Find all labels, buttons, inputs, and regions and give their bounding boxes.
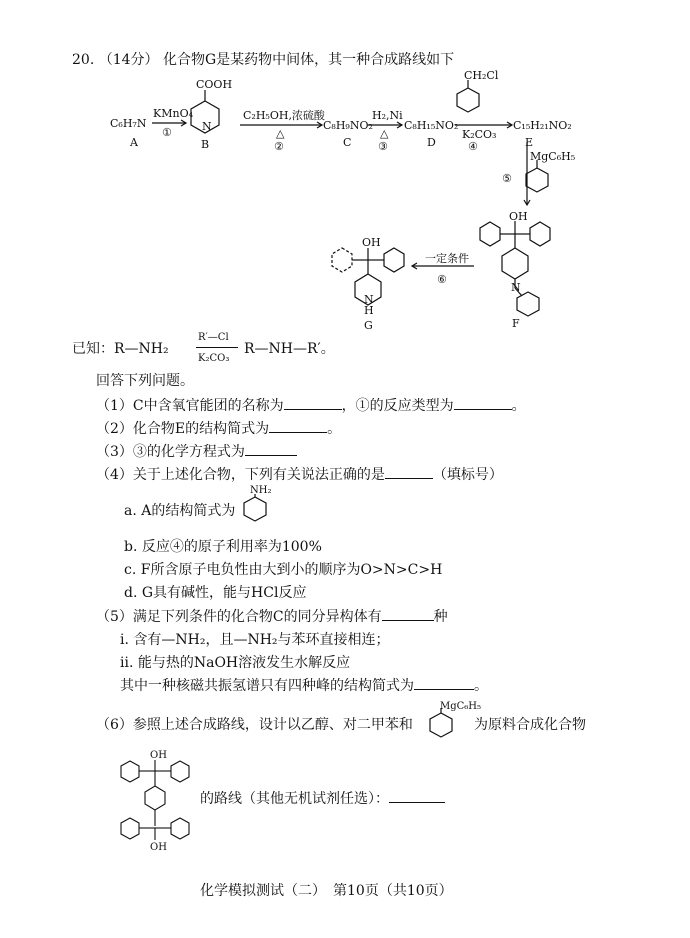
compound-c: C₈H₉NO₂: [323, 119, 373, 132]
q5-iii-text: 其中一种核磁共振氢谱只有四种峰的结构简式为: [120, 678, 414, 694]
q1-end: 。: [511, 398, 526, 414]
ring-f-benzyl: [517, 292, 539, 316]
q1: [96, 397, 526, 415]
compound-e: C₁₅H₂₁NO₂: [513, 119, 572, 132]
q6-target-oh-top: OH: [150, 750, 167, 761]
q5: [96, 608, 448, 626]
reagent-2: C₂H₅OH,浓硫酸: [243, 109, 325, 122]
known-reaction: [72, 340, 169, 358]
step-3: ③: [378, 140, 388, 153]
compound-d: C₈H₁₅NO₂: [404, 119, 459, 132]
q6-reagent-ring: [428, 708, 454, 740]
q1-text-a: （1）C中含氧官能团的名称为: [96, 398, 284, 414]
q1-blank-2[interactable]: [454, 409, 512, 410]
ring-g-right: [384, 248, 404, 272]
ring-f-left: [480, 222, 500, 246]
q4-option-d: d. G具有碱性，能与HCl反应: [124, 585, 307, 601]
label-g: G: [364, 319, 373, 332]
q5-end: 。: [474, 678, 488, 694]
ring-g-left: [332, 248, 352, 272]
ring-reagent-5: [526, 168, 548, 192]
reagent-4: CH₂Cl: [464, 69, 499, 82]
q2: [96, 420, 341, 438]
q1-blank-1[interactable]: [284, 409, 342, 410]
f-oh: OH: [509, 210, 528, 223]
q4-blank[interactable]: [385, 478, 433, 479]
b-n: N: [202, 120, 212, 133]
g-n: N: [364, 293, 374, 306]
f-n: N: [511, 281, 521, 294]
b-cooh: COOH: [196, 78, 233, 91]
heat-3: △: [380, 127, 389, 140]
q5-text: （5）满足下列条件的化合物C的同分异构体有: [96, 609, 382, 625]
step-1: ①: [162, 126, 172, 139]
known-label: 已知：: [72, 341, 114, 357]
reagent-4-base: K₂CO₃: [462, 128, 497, 141]
q6-reagent: MgC₆H₅: [440, 701, 482, 712]
step-2: ②: [274, 140, 284, 153]
q4-option-a: a. A的结构简式为: [124, 503, 236, 519]
reagent-6: 一定条件: [425, 252, 469, 265]
g-h: H: [364, 304, 374, 317]
label-c: C: [343, 136, 352, 149]
q3-text: （3）③的化学方程式为: [96, 444, 245, 460]
known-lhs: R—NH₂: [114, 341, 169, 357]
q4: [96, 466, 503, 484]
step-5: ⑤: [502, 172, 512, 185]
q5-text-b: 种: [433, 609, 448, 625]
q4-option-b: b. 反应④的原子利用率为100%: [124, 539, 322, 555]
answer-intro: 回答下列问题。: [96, 373, 194, 389]
step-6: ⑥: [437, 273, 447, 286]
q3-blank[interactable]: [245, 455, 297, 456]
q6-text-b: 为原料合成化合物: [474, 717, 586, 733]
q6-blank[interactable]: [389, 802, 445, 803]
known-rhs: R—NH—R′。: [244, 341, 335, 357]
page-footer: 化学模拟测试（二） 第10页（共10页）: [200, 883, 453, 899]
synthesis-scheme: [0, 0, 690, 340]
label-a: A: [130, 136, 138, 149]
q4-text: （4）关于上述化合物，下列有关说法正确的是: [96, 467, 385, 483]
q5-blank[interactable]: [382, 620, 434, 621]
q1-text-b: ，①的反应类型为: [341, 398, 454, 414]
known-arrow: [196, 347, 238, 348]
q2-text: （2）化合物E的结构简式为: [96, 421, 270, 437]
reagent-1: KMnO₄: [153, 107, 193, 120]
compound-a: C₆H₇N: [110, 117, 147, 130]
heat-2: △: [276, 127, 285, 140]
q5-condition-ii: ⅱ. 能与热的NaOH溶液发生水解反应: [120, 655, 351, 671]
q6-route: [200, 790, 445, 808]
q4-option-a-ring: [242, 494, 268, 524]
known-reagent-bottom: K₂CO₃: [198, 353, 230, 364]
label-d: D: [427, 136, 436, 149]
q5-condition-i: ⅰ. 含有—NH₂，且—NH₂与苯环直接相连；: [120, 632, 390, 648]
g-oh: OH: [362, 236, 381, 249]
q5-iii: [120, 677, 488, 695]
ring-f-right: [530, 222, 550, 246]
q6-target-structure: [116, 746, 206, 858]
step-4: ④: [468, 140, 478, 153]
question-intro: 化合物G是某药物中间体，其一种合成路线如下: [163, 52, 455, 68]
q6-text-c: 的路线（其他无机试剂任选）：: [200, 791, 389, 807]
known-reagent-top: R′—Cl: [198, 332, 229, 343]
q4-text-b: （填标号）: [432, 467, 503, 483]
q4-option-c: c. F所含原子电负性由大到小的顺序为O>N>C>H: [124, 562, 443, 578]
label-e: E: [525, 136, 534, 149]
q2-blank[interactable]: [269, 432, 327, 433]
label-f: F: [512, 317, 520, 330]
ring-f-piperidine: [502, 248, 528, 279]
question-number: 20.: [72, 52, 95, 68]
q6-target-oh-bottom: OH: [150, 842, 167, 853]
q2-end: 。: [327, 421, 342, 437]
label-b: B: [201, 138, 210, 151]
q5-blank-2[interactable]: [414, 689, 474, 690]
q3: [96, 443, 297, 461]
q6-text-a: （6）参照上述合成路线，设计以乙醇、对二甲苯和: [96, 717, 413, 733]
q4-option-a-nh2: NH₂: [250, 485, 272, 496]
ring-reagent-4: [457, 88, 479, 112]
reagent-3: H₂,Ni: [372, 109, 403, 122]
question-points: （14分）: [98, 52, 159, 68]
reagent-5: MgC₆H₅: [530, 150, 576, 163]
